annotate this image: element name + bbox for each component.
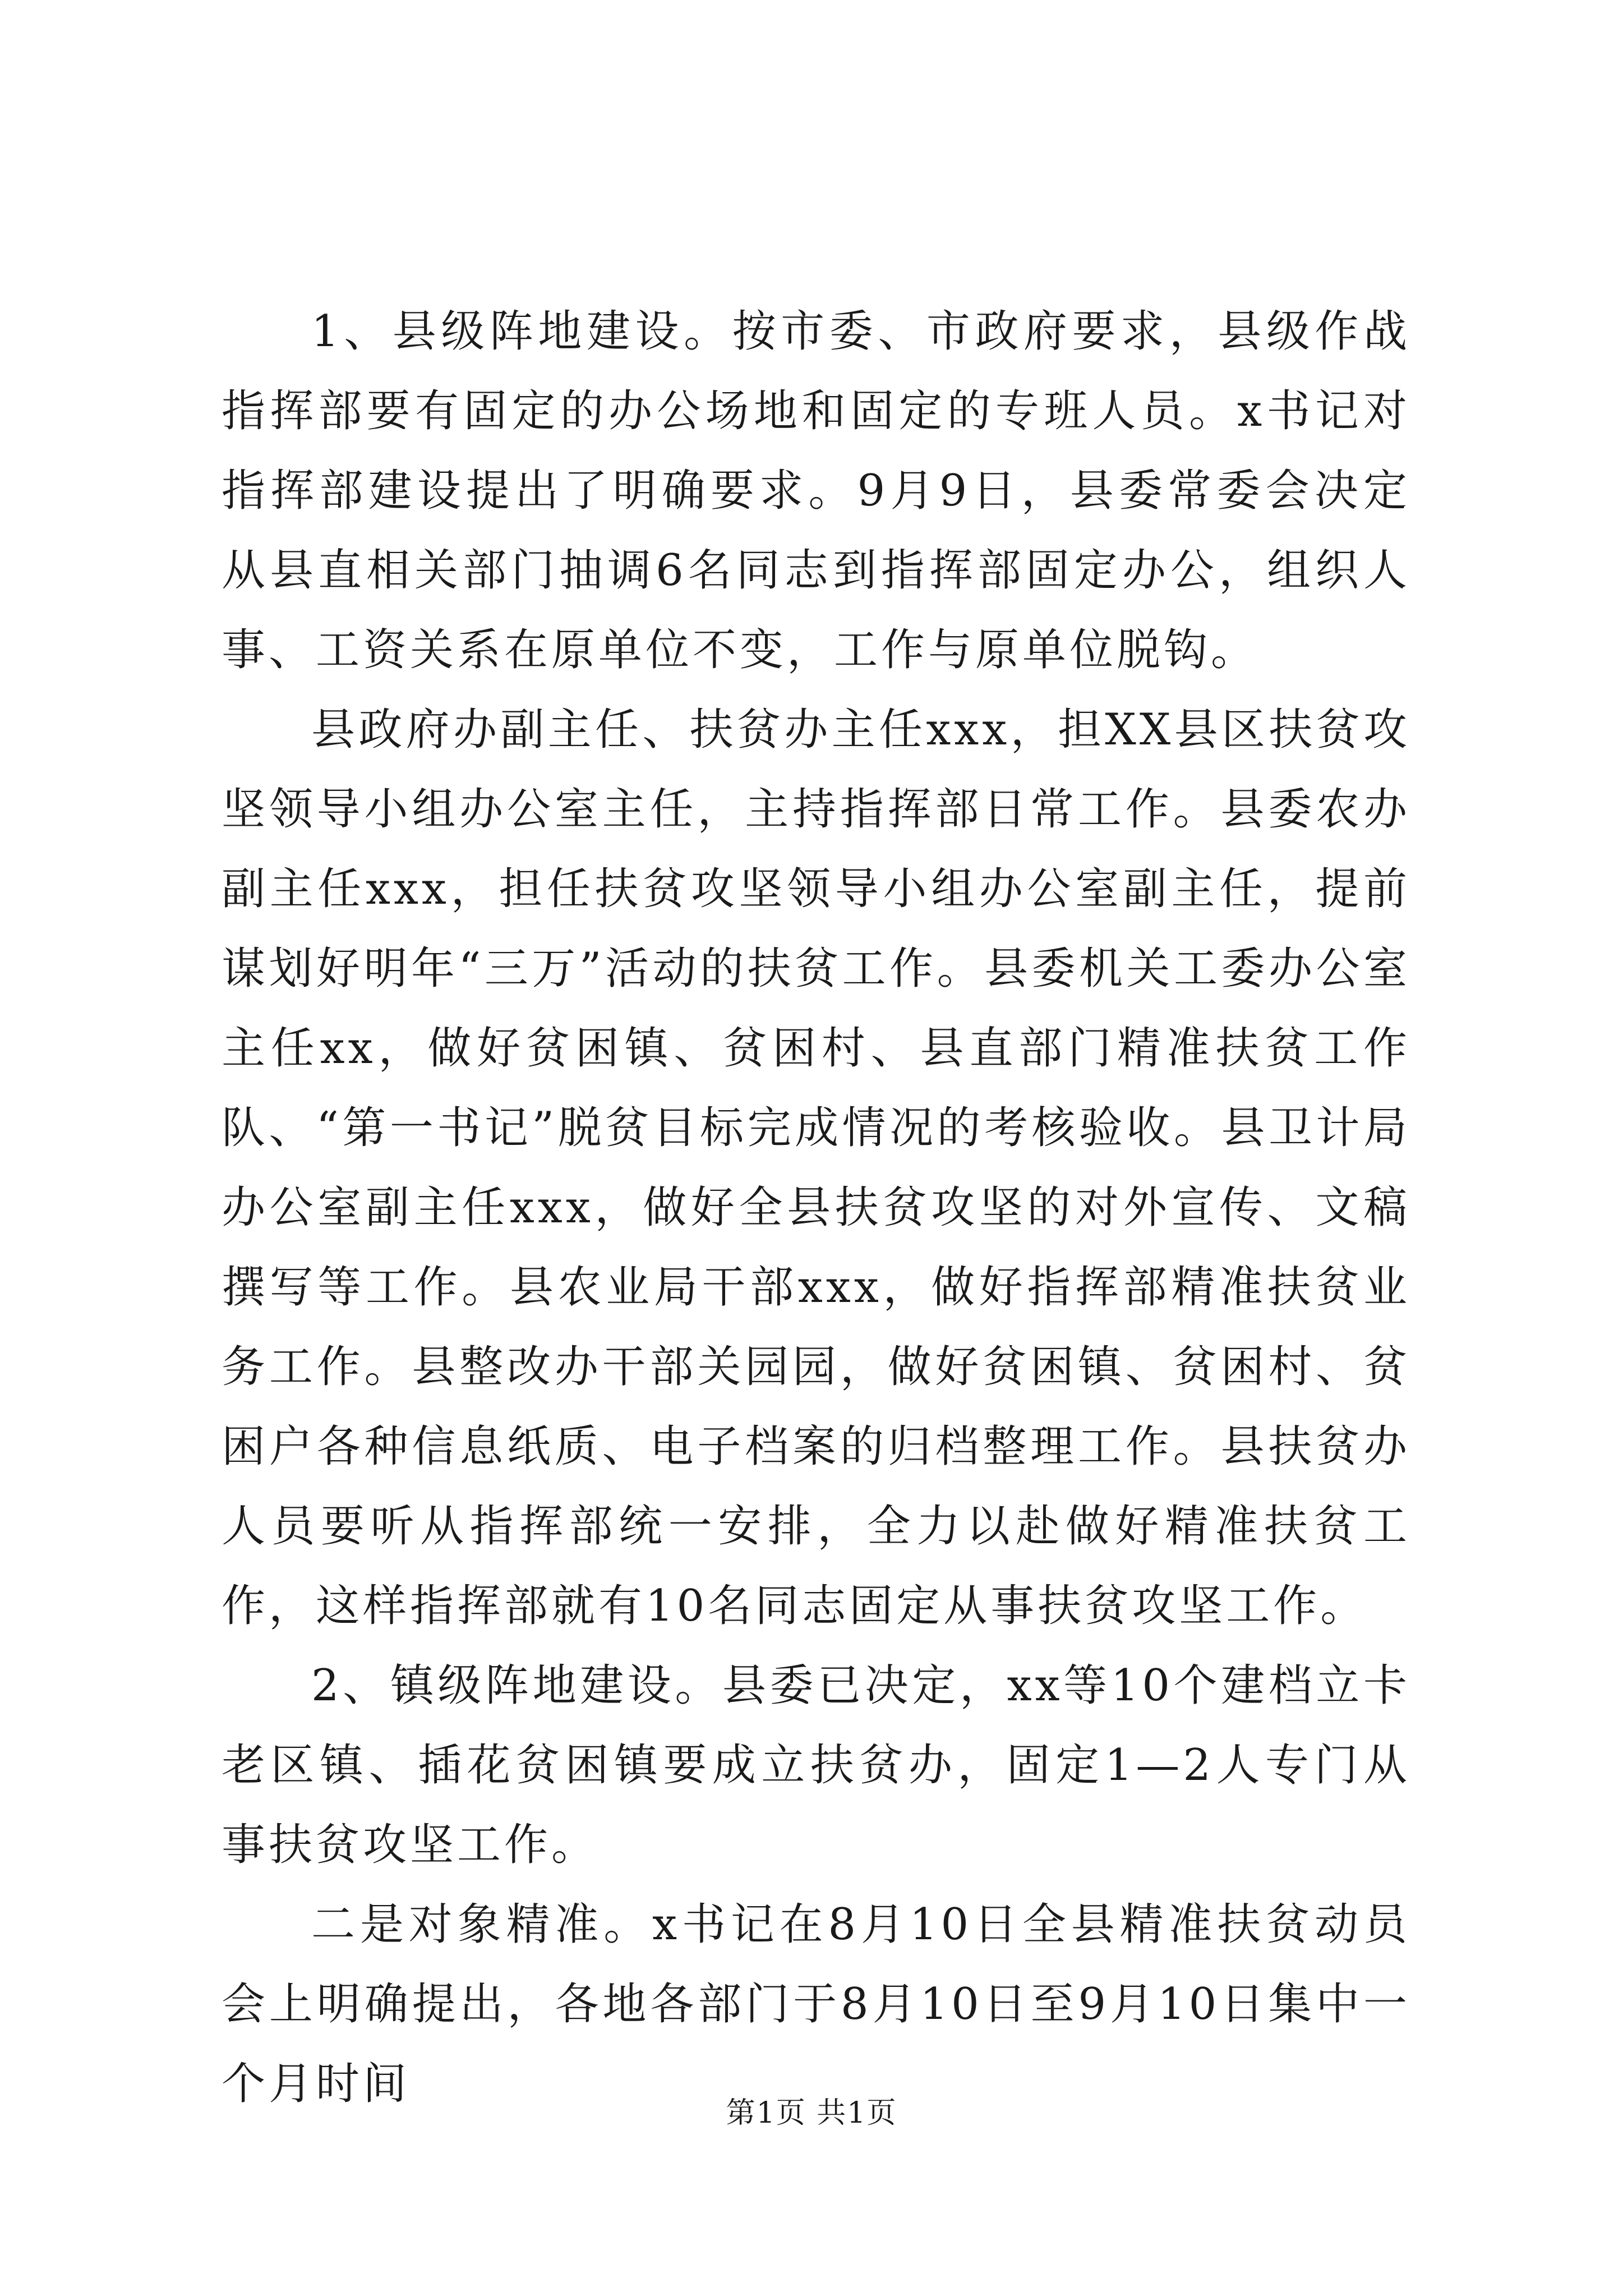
paragraph-staff-assignments: 县政府办副主任、扶贫办主任xxx，担XX县区扶贫攻坚领导小组办公室主任，主持指挥部日常工作。县委农办副主任xxx，担任扶贫攻坚领导小组办公室副主任，提前谋划好明年“三万”活动的扶贫工作。县委机关工委办公室主任xx，做好贫困镇、贫困村、县直部门精准扶贫工作队、“第一书记”脱贫目标完成情况的考核验收。县卫计局办公室副主任xxx，做好全县扶贫攻坚的对外宣传、文稿撰写等工作。县农业局干部xxx，做好指挥部精准扶贫业务工作。县整改办干部关园园，做好贫困镇、贫困村、贫困户各种信息纸质、电子档案的归档整理工作。县扶贫办人员要听从指挥部统一安排，全力以赴做好精准扶贫工作，这样指挥部就有10名同志固定从事扶贫攻坚工作。 — [222, 705, 1410, 1631]
paragraph-target-precision: 二是对象精准。x书记在8月10日全县精准扶贫动员会上明确提出，各地各部门于8月10日至9月10日集中一个月时间 — [222, 1899, 1410, 2109]
paragraph-town-level-construction: 2、镇级阵地建设。县委已决定，xx等10个建档立卡老区镇、插花贫困镇要成立扶贫办，固定1—2人专门从事扶贫攻坚工作。 — [222, 1660, 1410, 1870]
page-footer: 第1页 共1页 — [726, 2096, 897, 2130]
document-body — [222, 292, 1410, 2124]
paragraph-county-level-construction: 1、县级阵地建设。按市委、市政府要求，县级作战指挥部要有固定的办公场地和固定的专班人员。x书记对指挥部建设提出了明确要求。9月9日，县委常委会决定从县直相关部门抽调6名同志到指挥部固定办公，组织人事、工资关系在原单位不变，工作与原单位脱钩。 — [222, 306, 1410, 675]
